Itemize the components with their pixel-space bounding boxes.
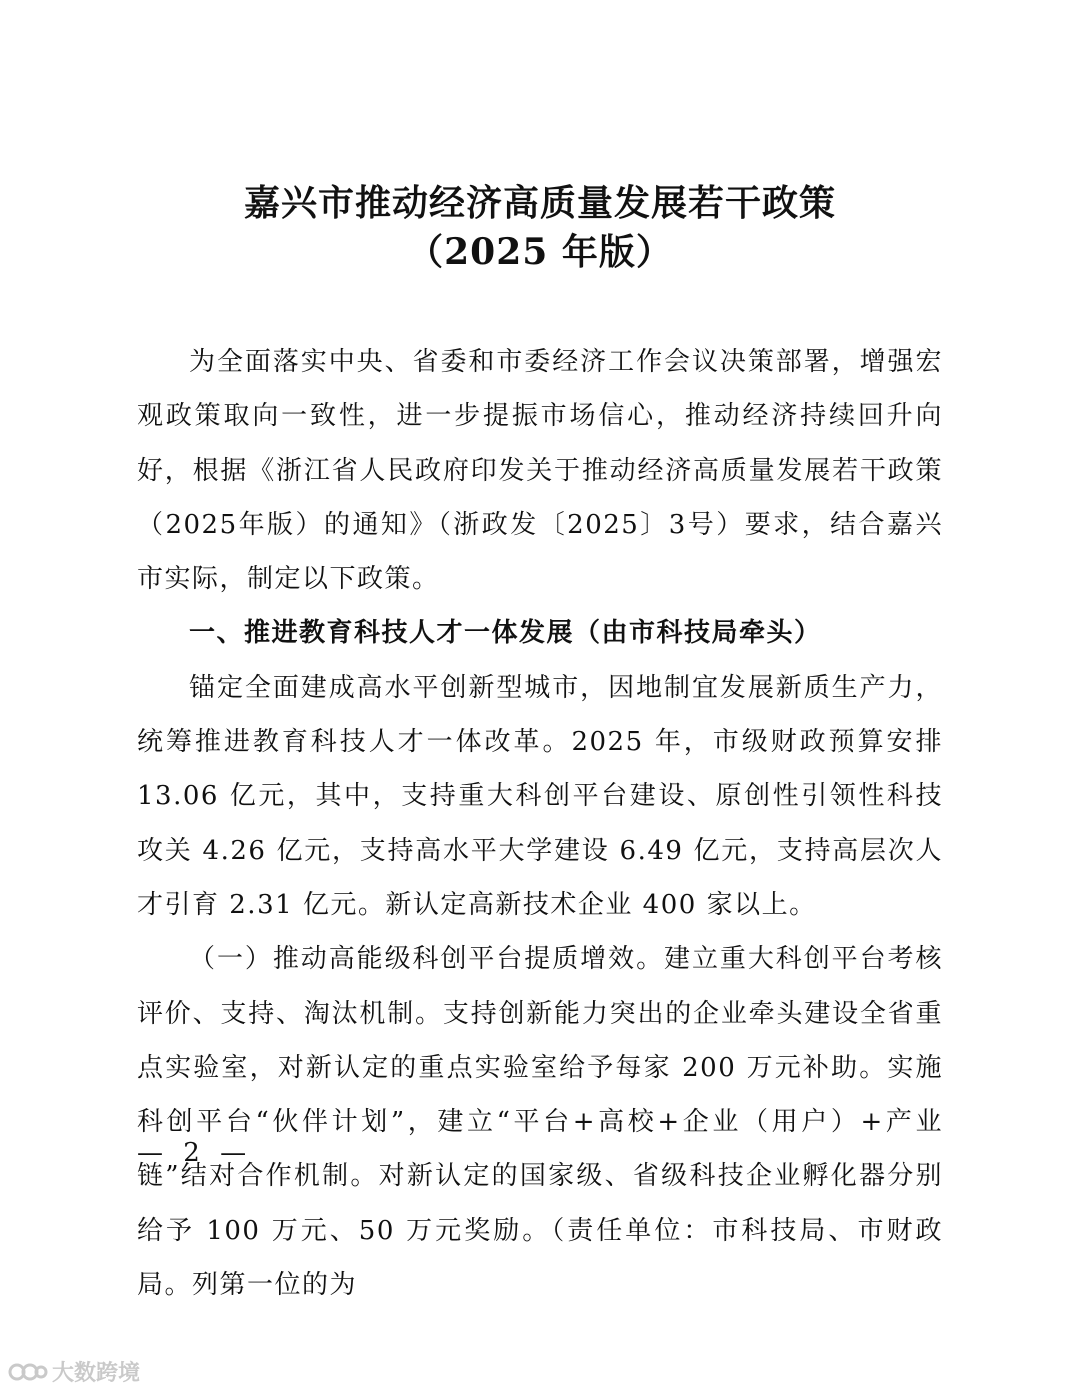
document-body — [137, 335, 943, 1312]
section-paragraph: 锚定全面建成高水平创新型城市，因地制宜发展新质生产力，统筹推进教育科技人才一体改革。2025 年，市级财政预算安排 13.06 亿元，其中，支持重大科创平台建设、原创性引领性科技攻关 4.26 亿元，支持高水平大学建设 6.49 亿元，支持高层次人才引育 2.31 亿元。新认定高新技术企业 400 家以上。 — [137, 672, 943, 920]
document-title: 嘉兴市推动经济高质量发展若干政策 — [243, 182, 836, 224]
intro-paragraph: 为全面落实中央、省委和市委经济工作会议决策部署，增强宏观政策取向一致性，进一步提振市场信心，推动经济持续回升向好，根据《浙江省人民政府印发关于推动经济高质量发展若干政策（2025年版）的通知》（浙政发〔2025〕3号）要求，结合嘉兴市实际，制定以下政策。 — [137, 347, 943, 595]
document-subtitle: （2025 年版） — [407, 231, 673, 273]
section-heading: 一、推进教育科技人才一体发展（由市科技局牵头） — [189, 618, 822, 649]
watermark — [8, 1356, 140, 1387]
page-number: — 2 — — [137, 1138, 253, 1168]
subsection-paragraph: （一）推动高能级科创平台提质增效。建立重大科创平台考核评价、支持、淘汰机制。支持创新能力突出的企业牵头建设全省重点实验室，对新认定的重点实验室给予每家 200 万元补助。实施科创平台“伙伴计划”，建立“平台+高校+企业（用户）+产业链”结对合作机制。对新认定的国家级、省级科技企业孵化器分别给予 100 万元、50 万元奖励。（责任单位：市科技局、市财政局。列第一位的为 — [137, 944, 943, 1301]
brand-logo-icon — [8, 1359, 48, 1385]
watermark-text: 大数跨境 — [52, 1361, 141, 1386]
